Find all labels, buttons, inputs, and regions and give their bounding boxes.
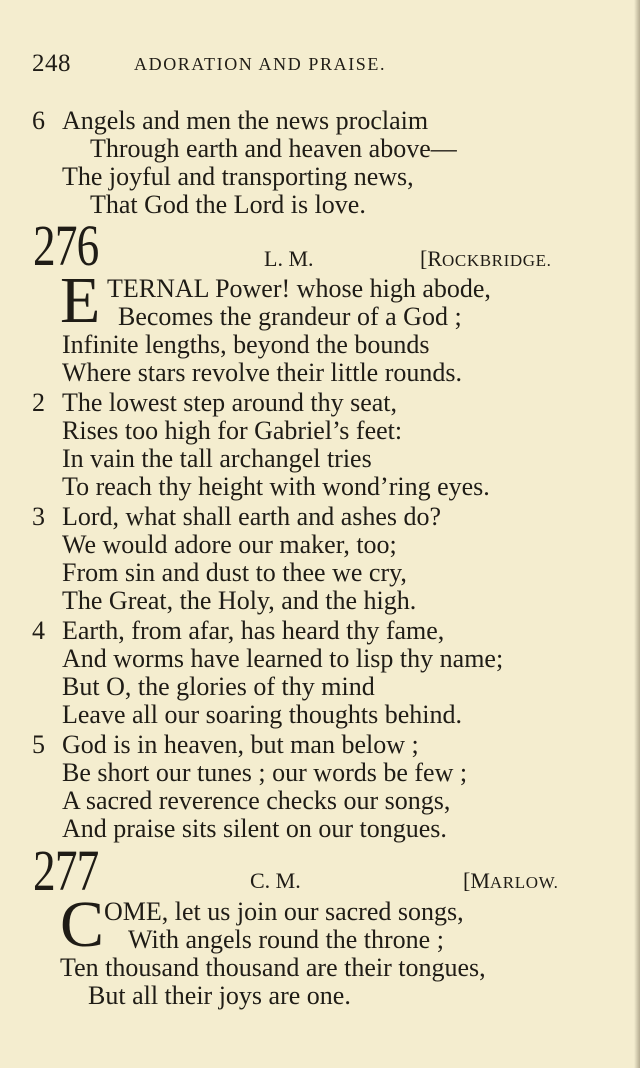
verse-line: Leave all our soaring thoughts behind.	[62, 700, 463, 729]
verse-line: The lowest step around thy seat,	[62, 388, 398, 417]
verse-line: The joyful and transporting news,	[62, 162, 414, 191]
verse-line: Lord, what shall earth and ashes do?	[62, 502, 442, 531]
verse-line: TERNAL Power! whose high abode,	[107, 274, 491, 303]
verse-line: We would adore our maker, too;	[62, 530, 397, 559]
running-head: ADORATION AND PRAISE.	[134, 54, 387, 74]
verse-line: Angels and men the news proclaim	[62, 106, 429, 135]
verse-number: 3	[32, 502, 45, 531]
verse-line: In vain the tall archangel tries	[62, 444, 372, 473]
tune-name: ARLOW.	[489, 873, 559, 892]
verse-number: 4	[32, 616, 45, 645]
tune-name: OCKBRIDGE.	[442, 251, 552, 270]
page-header	[32, 50, 592, 80]
hymn-meter: C. M.	[250, 868, 301, 893]
hymn-tune	[420, 247, 551, 273]
page-number: 248	[32, 50, 71, 77]
verse-number: 6	[32, 106, 45, 135]
verse-line: Rises too high for Gabriel’s feet:	[62, 416, 403, 445]
verse-line: Be short our tunes ; our words be few ;	[62, 758, 468, 787]
verse-line: Becomes the grandeur of a God ;	[118, 302, 462, 331]
verse-line: God is in heaven, but man below ;	[62, 730, 419, 759]
drop-cap: C	[60, 888, 105, 961]
verse-line: Earth, from afar, has heard thy fame,	[62, 616, 445, 645]
verse-line: With angels round the throne ;	[128, 925, 444, 954]
verse-number: 5	[32, 730, 45, 759]
hymn-number: 277	[33, 838, 99, 903]
verse-line: Where stars revolve their little rounds.	[62, 358, 462, 387]
verse-line: And worms have learned to lisp thy name;	[62, 644, 504, 673]
tune-bracket: [M	[463, 868, 490, 893]
hymn-meter: L. M.	[264, 246, 314, 271]
page-edge-shadow	[634, 0, 640, 1068]
hymn-number: 276	[33, 213, 99, 278]
verse-line: A sacred reverence checks our songs,	[62, 786, 451, 815]
verse-line: And praise sits silent on our tongues.	[62, 814, 447, 843]
verse-line: But all their joys are one.	[88, 981, 351, 1010]
drop-cap: E	[60, 264, 101, 337]
verse-line: Through earth and heaven above—	[90, 134, 457, 163]
verse-line: To reach thy height with wond’ring eyes.	[62, 472, 490, 501]
verse-line: The Great, the Holy, and the high.	[62, 586, 417, 615]
verse-line: From sin and dust to thee we cry,	[62, 558, 407, 587]
verse-line: That God the Lord is love.	[90, 190, 366, 219]
verse-line: Ten thousand thousand are their tongues,	[60, 953, 486, 982]
verse-line: But O, the glories of thy mind	[62, 672, 375, 701]
verse-number: 2	[32, 388, 45, 417]
hymn-tune	[463, 869, 559, 895]
tune-bracket: [R	[420, 246, 442, 271]
verse-line: OME, let us join our sacred songs,	[104, 897, 464, 926]
verse-line: Infinite lengths, beyond the bounds	[62, 330, 430, 359]
